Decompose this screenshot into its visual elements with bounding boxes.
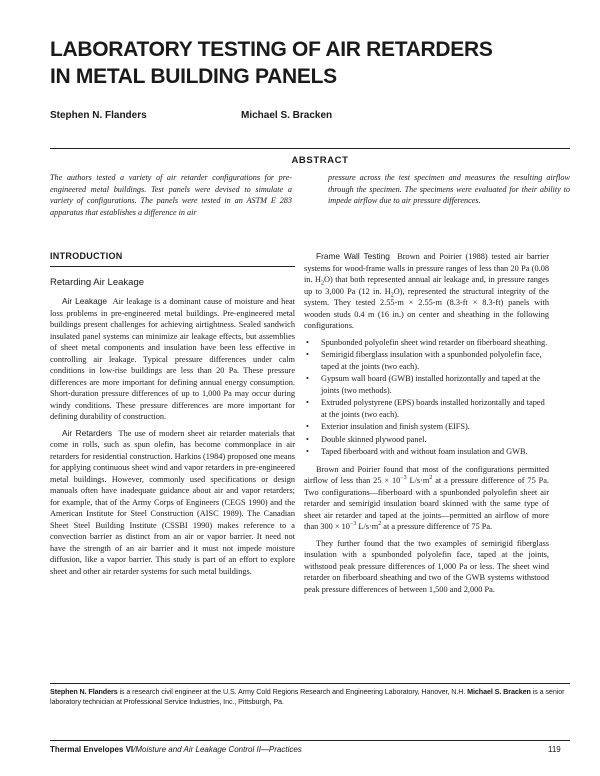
subscript-2a: 2	[321, 280, 324, 287]
list-item-text: Semirigid fiberglass insulation with a spunbonded polyolefin face, taped at the joints (two each).	[321, 350, 542, 371]
footer-series	[50, 745, 302, 754]
list-item	[304, 434, 549, 446]
bullet-icon: •	[306, 337, 309, 347]
findings-unit-a: L/s·m	[406, 476, 430, 485]
list-item	[304, 397, 549, 420]
paragraph-brown-poirier-findings	[304, 464, 549, 533]
subscript-2b: 2	[390, 292, 394, 299]
runin-frame-wall-testing: Frame Wall Testing	[316, 251, 390, 261]
superscript-minus3-a: −3	[400, 475, 407, 482]
author-footnote	[50, 687, 570, 707]
list-item-text: Double skinned plywood panel.	[321, 434, 427, 444]
superscript-2b: 2	[378, 521, 382, 528]
paper-title	[50, 36, 570, 90]
findings-text-a: Brown and Poirier found that most of the configurations permitted airflow of less than 25 × 10	[304, 464, 549, 485]
abstract-text-right: pressure across the test specimen and measures the resulting airflow through the specimen. The specimens were evaluated for their ability to impede airflow due to air pressure differences.	[328, 173, 570, 205]
footnote-author-2: Michael S. Bracken	[467, 687, 531, 696]
list-item	[304, 349, 549, 372]
list-item-text: Extruded polystyrene (EPS) boards installed horizontally and taped at the joints (two each).	[321, 398, 545, 419]
runin-air-leakage: Air Leakage	[62, 296, 108, 306]
bullet-icon: •	[306, 350, 309, 359]
findings-text-e: at a pressure difference of 75 Pa.	[381, 522, 493, 531]
paragraph-frame-wall-testing	[304, 251, 549, 332]
frame-wall-text-b: O) that both represented annual air leakage and, in pressure ranges up to 3,000 Pa (12 in. H	[304, 275, 549, 296]
paragraph-air-retarders-text: The use of modern sheet air retarder materials that come in rolls, such as spun olefin, has become commonplace in air retarders for residential construction. Harkins (1984) proposed one means for applying continuous sheet wind and vapor retarders in pre-engineered metal buildings. However, commonly used specifications or design manuals often have inadequate guidance about air and vapor retarders; for example, that of the Army Corps of Engineers (CEGS 1990) and the American Institute for Steel Construction (AISC 1989). The Canadian Sheet Steel Building Institute (CSSBI 1990) makes reference to a convection barrier as distinct from an air or vapor barrier. It need not have the strength of an air barrier and it must not impede moisture diffusion, like a vapor barrier. This study is part of an effort to explore sheet and other air retarder systems for such metal buildings.	[50, 428, 295, 576]
subheading-retarding-air-leakage: Retarding Air Leakage	[50, 276, 145, 288]
list-item	[304, 337, 549, 349]
list-item	[304, 421, 549, 433]
footnote-text-1: is a research civil engineer at the U.S. Army Cold Regions Research and Engineering Laboratory, Hanover, N.H.	[117, 687, 468, 696]
left-column	[50, 251, 295, 582]
footer-rule	[50, 740, 570, 741]
bullet-icon: •	[306, 447, 309, 456]
findings-unit-b: L/s·m	[356, 522, 379, 531]
frame-wall-text-a: Brown and Poirier (1988) tested air barrier systems for wood-frame walls in pressure ranges of less than 20 Pa (0.08 in. H	[304, 252, 549, 284]
footnote-text-2: is a senior laboratory technician at Professional Service Industries, Inc., Pittsburgh, Pa.	[50, 687, 565, 706]
runin-air-retarders: Air Retarders	[62, 427, 113, 438]
right-column	[304, 251, 549, 600]
footnote-author-1: Stephen N. Flanders	[50, 687, 118, 696]
paragraph-further-findings: They further found that the two examples of semirigid fiberglass insulation with a spunbonded polyolefin face, taped at the joints, withstood peak pressure differences of 1,000 Pa or less. The sheet wind retarder on fiberboard sheathing and two of the GWB systems withstood peak pressure differences of between 1,500 and 2,000 Pa.	[304, 538, 549, 594]
list-item-text: Taped fiberboard with and without foam insulation and GWB.	[321, 447, 528, 456]
paragraph-air-leakage	[50, 296, 295, 423]
abstract-heading: ABSTRACT	[291, 155, 349, 166]
superscript-minus3-b: −3	[349, 521, 357, 528]
author-2: Michael S. Bracken	[241, 110, 333, 121]
list-item-text: Gypsum wall board (GWB) installed horizontally and taped at the joints (two methods).	[321, 374, 541, 395]
title-line-2: IN METAL BUILDING PANELS	[50, 65, 337, 88]
footer-series-rest: /Moisture and Air Leakage Control II—Practices	[133, 745, 302, 754]
findings-text-c: at a pressure difference of 75 Pa. Two configurations—fiberboard with a spunbonded polyolefin sheet air retarder and semirigid insulation board skinned with the same type of sheet air retarder and taped at the joints—permitted an airflow of more than 300 × 10	[304, 476, 549, 531]
configuration-list	[304, 337, 549, 458]
bullet-icon: •	[306, 374, 309, 383]
superscript-2a: 2	[429, 475, 433, 482]
abstract-text-left: The authors tested a variety of air retarder configurations for pre-engineered metal buildings. Test panels were devised to simulate a variety of configurations. The panels were tested in an ASTM E 283 apparatus that establishes a difference in air	[50, 173, 292, 217]
section-heading-introduction: INTRODUCTION	[50, 251, 295, 267]
paragraph-air-leakage-text: Air leakage is a dominant cause of moisture and heat loss problems in pre-engineered metal buildings. Pre-engineered metal buildings present challenges for achieving airtightness. Sealed sandwich insulated panel systems can minimize air leakage effects, but assemblies of sheet metal components and insulation have been less effective in controlling air leakage. Typical pressure differences under calm conditions in low-rise buildings are less than 20 Pa. These pressure differences are more important for defining annual energy consumption. Short-duration pressure differences of up to 1,000 Pa may occur during windy conditions. These pressure differences are more important for defining durability of construction.	[50, 297, 295, 421]
list-item	[304, 373, 549, 396]
frame-wall-text-c: O), represented the structural integrity of the system. They tested 2.55-m × 2.55-m (8.3-ft × 8.3-ft) panels with wooden studs 0.4 m (16 in.) on center and sheathing in the following configurations.	[304, 286, 549, 330]
footer-series-bold: Thermal Envelopes VI	[50, 745, 134, 754]
bullet-icon: •	[306, 398, 309, 407]
author-1: Stephen N. Flanders	[50, 110, 147, 121]
bullet-icon: •	[306, 434, 309, 444]
abstract-top-rule	[50, 148, 570, 149]
page-number: 119	[548, 745, 561, 754]
paragraph-air-retarders	[50, 428, 295, 578]
list-item	[304, 446, 549, 458]
footnote-rule	[50, 683, 570, 684]
title-line-1: LABORATORY TESTING OF AIR RETARDERS	[50, 38, 493, 61]
list-item-text: Spunbonded polyolefin sheet wind retarder on fiberboard sheathing.	[321, 337, 548, 347]
list-item-text: Exterior insulation and finish system (EIFS).	[321, 422, 470, 431]
bullet-icon: •	[306, 422, 309, 431]
